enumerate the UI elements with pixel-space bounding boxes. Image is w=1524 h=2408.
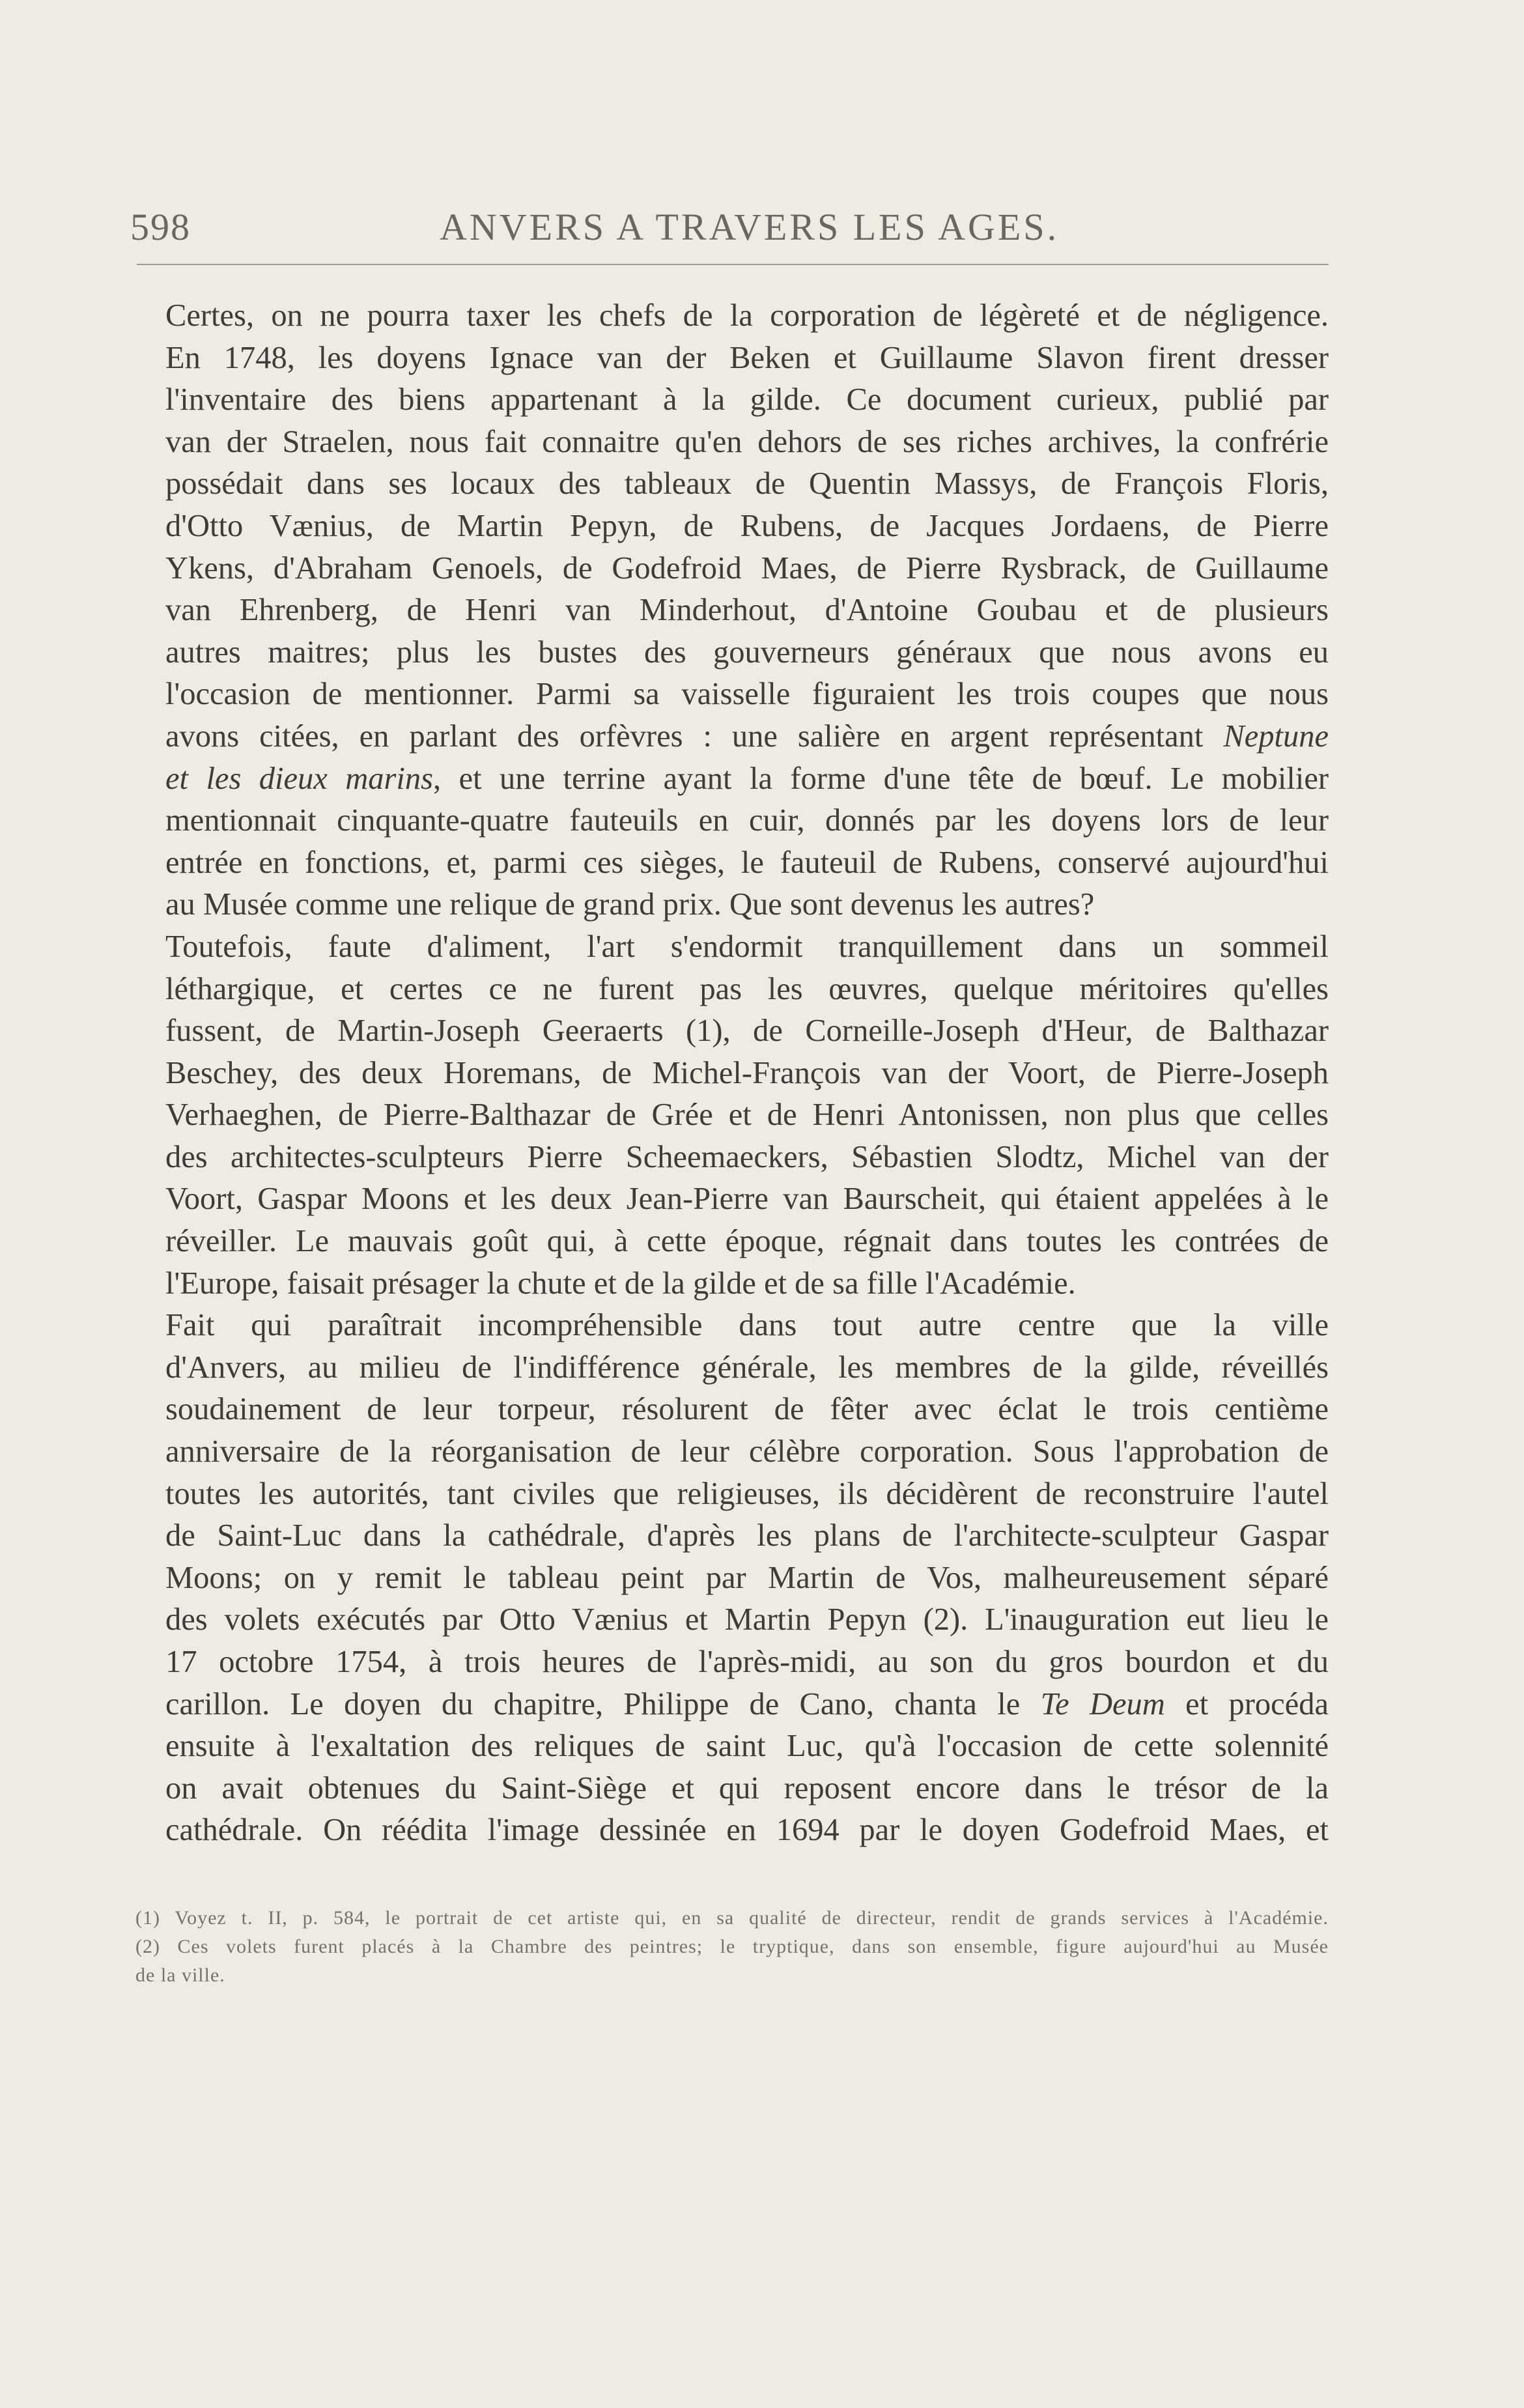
text-line: avons citées, en parlant des orfèvres : une salière en argent représentant Neptune	[165, 718, 1329, 754]
paragraph-2	[135, 926, 1329, 1305]
text-line: Beschey, des deux Horemans, de Michel-François van der Voort, de Pierre-Joseph	[165, 1055, 1329, 1090]
text-line: soudainement de leur torpeur, résolurent de fêter avec éclat le trois centième	[165, 1392, 1329, 1427]
text-line: de Saint-Luc dans la cathédrale, d'après les plans de l'architecte-sculpteur Gaspar	[165, 1518, 1329, 1553]
text-line: van Ehrenberg, de Henri van Minderhout, d'Antoine Goubau et de plusieurs	[165, 593, 1329, 628]
text-line: des volets exécutés par Otto Vænius et Martin Pepyn (2). L'inauguration eut lieu le	[165, 1602, 1329, 1637]
running-title: ANVERS A TRAVERS LES AGES.	[440, 206, 1060, 248]
paragraph-3	[135, 1305, 1329, 1852]
text-line: carillon. Le doyen du chapitre, Philippe de Cano, chanta le Te Deum et procéda	[165, 1686, 1329, 1721]
footnote-1: (1) Voyez t. II, p. 584, le portrait de cet artiste qui, en sa qualité de directeur, rendit de grands services à l'Académie.	[135, 1907, 1329, 1929]
text-line: l'occasion de mentionner. Parmi sa vaisselle figuraient les trois coupes que nous	[165, 677, 1329, 712]
text-line: Fait qui paraîtrait incompréhensible dans tout autre centre que la ville	[165, 1308, 1329, 1343]
text-line: toutes les autorités, tant civiles que religieuses, ils décidèrent de reconstruire l'autel	[165, 1476, 1329, 1511]
paragraph-1	[135, 295, 1329, 926]
text-line: Moons; on y remit le tableau peint par Martin de Vos, malheureusement séparé	[165, 1560, 1329, 1595]
text-line: et les dieux marins, et une terrine ayant la forme d'une tête de bœuf. Le mobilier	[165, 761, 1329, 796]
footnote-2-continued: de la ville.	[135, 1964, 225, 1986]
text-line: mentionnait cinquante-quatre fauteuils en cuir, donnés par les doyens lors de leur	[165, 803, 1329, 838]
text-line: Certes, on ne pourra taxer les chefs de la corporation de légèreté et de négligence.	[165, 298, 1329, 333]
text-line: cathédrale. On réédita l'image dessinée en 1694 par le doyen Godefroid Maes, et	[165, 1813, 1329, 1848]
text-line: 17 octobre 1754, à trois heures de l'après-midi, au son du gros bourdon et du	[165, 1645, 1329, 1679]
text-line: l'Europe, faisait présager la chute et de la gilde et de sa fille l'Académie.	[165, 1266, 1076, 1301]
text-line: Toutefois, faute d'aliment, l'art s'endormit tranquillement dans un sommeil	[165, 929, 1329, 964]
text-line: ensuite à l'exaltation des reliques de saint Luc, qu'à l'occasion de cette solennité	[165, 1729, 1329, 1764]
body-text	[135, 295, 1329, 1852]
text-line: au Musée comme une relique de grand prix. Que sont devenus les autres?	[165, 887, 1095, 922]
text-line: fussent, de Martin-Joseph Geeraerts (1), de Corneille-Joseph d'Heur, de Balthazar	[165, 1013, 1329, 1049]
text-line: Voort, Gaspar Moons et les deux Jean-Pierre van Baurscheit, qui étaient appelées à le	[165, 1182, 1329, 1217]
text-line: entrée en fonctions, et, parmi ces sièges, le fauteuil de Rubens, conservé aujourd'hui	[165, 845, 1329, 880]
text-line: van der Straelen, nous fait connaitre qu'en dehors de ses riches archives, la confrérie	[165, 424, 1329, 459]
text-line: autres maitres; plus les bustes des gouverneurs généraux que nous avons eu	[165, 634, 1329, 670]
text-line: d'Otto Vænius, de Martin Pepyn, de Rubens, de Jacques Jordaens, de Pierre	[165, 508, 1329, 543]
text-line: En 1748, les doyens Ignace van der Beken et Guillaume Slavon firent dresser	[165, 340, 1329, 375]
text-line: Ykens, d'Abraham Genoels, de Godefroid Maes, de Pierre Rysbrack, de Guillaume	[165, 550, 1329, 586]
header-rule	[137, 264, 1329, 265]
footnotes	[135, 1904, 1329, 1990]
text-line: on avait obtenues du Saint-Siège et qui reposent encore dans le trésor de la	[165, 1770, 1329, 1806]
page-number: 598	[130, 206, 191, 248]
text-line: possédait dans ses locaux des tableaux de Quentin Massys, de François Floris,	[165, 466, 1329, 502]
footnote-2: (2) Ces volets furent placés à la Chambre des peintres; le tryptique, dans son ensemble, figure aujourd'hui au Musée	[135, 1936, 1329, 1957]
text-line: léthargique, et certes ce ne furent pas les œuvres, quelque méritoires qu'elles	[165, 971, 1329, 1006]
text-line: l'inventaire des biens appartenant à la gilde. Ce document curieux, publié par	[165, 382, 1329, 418]
text-line: d'Anvers, au milieu de l'indifférence générale, les membres de la gilde, réveillés	[165, 1350, 1329, 1385]
text-line: Verhaeghen, de Pierre-Balthazar de Grée et de Henri Antonissen, non plus que celles	[165, 1098, 1329, 1133]
text-line: anniversaire de la réorganisation de leur célèbre corporation. Sous l'approbation de	[165, 1434, 1329, 1469]
text-line: réveiller. Le mauvais goût qui, à cette époque, régnait dans toutes les contrées de	[165, 1224, 1329, 1259]
page-header	[130, 199, 1332, 257]
text-line: des architectes-sculpteurs Pierre Scheemaeckers, Sébastien Slodtz, Michel van der	[165, 1139, 1329, 1174]
